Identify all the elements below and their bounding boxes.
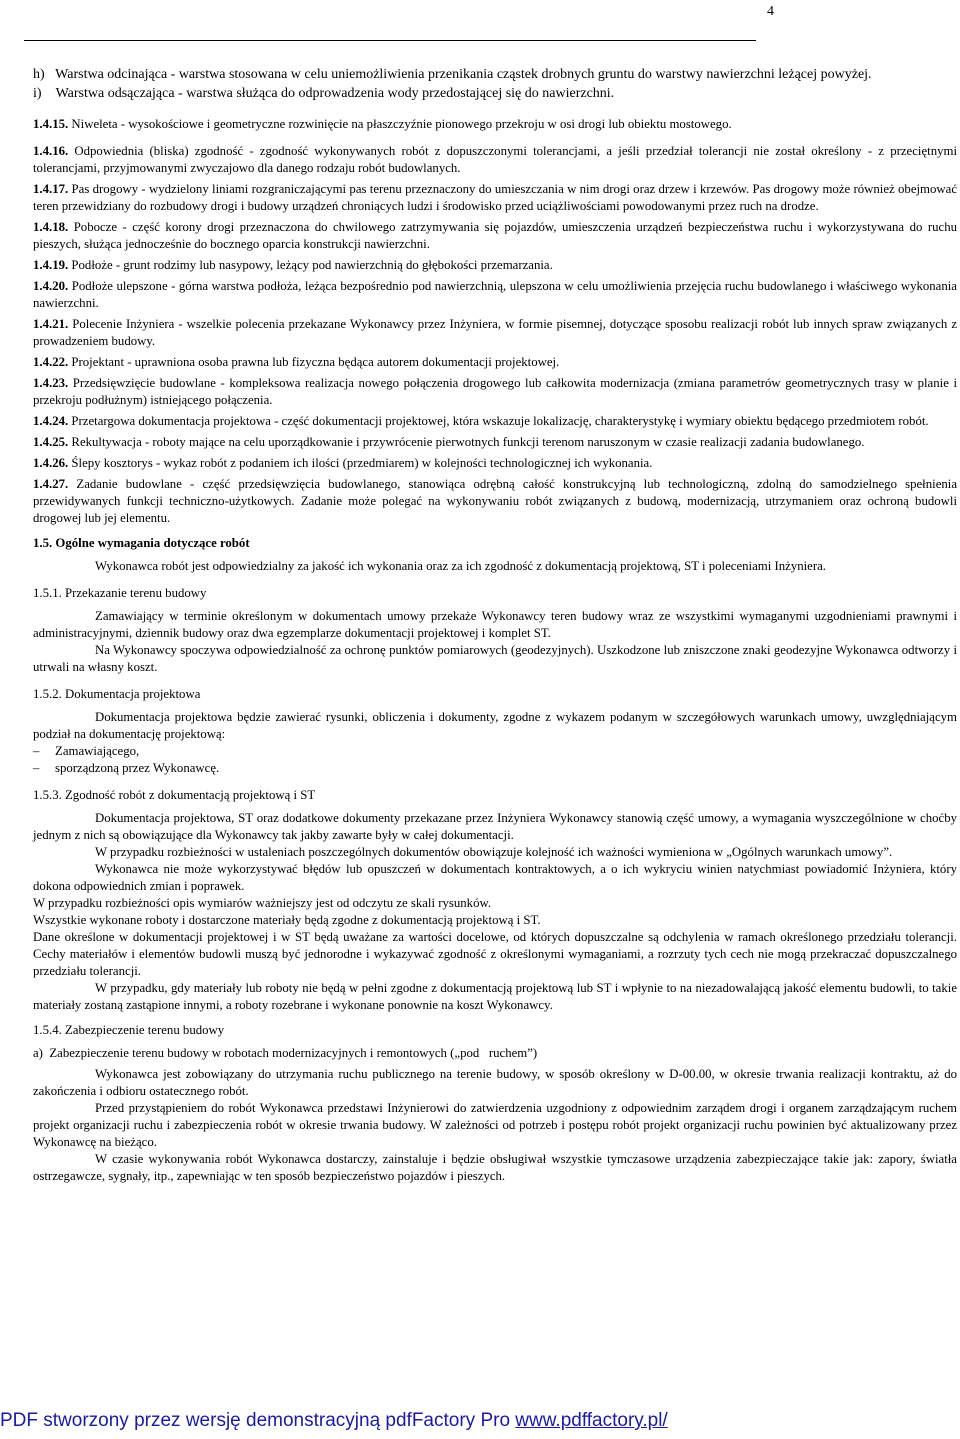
definition-item: 1.4.20. Podłoże ulepszone - górna warstwa podłoża, leżąca bezpośrednio pod nawierzchnią, ulepszona w celu umożliwienia przejęcia ruchu budowlanego i właściwego wykonania nawierzchni. bbox=[33, 279, 957, 310]
paragraph: Na Wykonawcy spoczywa odpowiedzialność za ochronę punktów pomiarowych (geodezyjnych). Uszkodzone lub zniszczone znaki geodezyjne Wykonawca odtworzy i utrwali na własny koszt. bbox=[33, 643, 957, 674]
list-item: h) Warstwa odcinająca - warstwa stosowana w celu uniemożliwienia przenikania cząstek drobnych gruntu do warstwy nawierzchni leżącej powyżej. bbox=[33, 67, 872, 82]
section-heading: 1.5.2. Dokumentacja projektowa bbox=[33, 687, 201, 701]
section-heading: 1.5.3. Zgodność robót z dokumentacją projektową i ST bbox=[33, 788, 316, 802]
definition-item: 1.4.18. Pobocze - część korony drogi przeznaczona do chwilowego zatrzymywania się pojazdów, umieszczenia urządzeń bezpieczeństwa ruchu i wykorzystywana do ruchu pieszych, służąca jednocześnie do bocznego oparcia konstrukcji nawierzchni. bbox=[33, 220, 957, 251]
paragraph: Dokumentacja projektowa, ST oraz dodatkowe dokumenty przekazane przez Inżyniera Wykonawcy stanowią część umowy, a wymagania wyszczególnione w choćby jednym z nich są obowiązujące dla Wykonawcy tak jakby zawarte były w całej dokumentacji. bbox=[33, 811, 957, 842]
header-rule bbox=[24, 40, 756, 41]
paragraph: Wykonawca jest zobowiązany do utrzymania ruchu publicznego na terenie budowy, w sposób określony w D-00.00, w okresie trwania realizacji kontraktu, aż do zakończenia i odbioru ostatecznego robót. bbox=[33, 1067, 957, 1098]
list-item: – sporządzoną przez Wykonawcę. bbox=[33, 760, 957, 777]
definition-item: 1.4.19. Podłoże - grunt rodzimy lub nasypowy, leżący pod nawierzchnią do głębokości przemarzania. bbox=[33, 258, 553, 272]
paragraph: Przed przystąpieniem do robót Wykonawca przedstawi Inżynierowi do zatwierdzenia uzgodniony z odpowiednim zarządem drogi i organem zarządzającym ruchem projekt organizacji ruchu i zabezpieczenia robót w okresie trwania budowy. W zależności od potrzeb i postępu robót projekt organizacji ruchu powinien być aktualizowany przez Wykonawcę na bieżąco. bbox=[33, 1101, 957, 1149]
definition-item: 1.4.24. Przetargowa dokumentacja projektowa - część dokumentacji projektowej, która wskazuje lokalizację, charakterystykę i wymiary obiektu będącego przedmiotem robót. bbox=[33, 414, 929, 428]
definition-item: 1.4.25. Rekultywacja - roboty mające na celu uporządkowanie i przywrócenie pierwotnych funkcji terenom naruszonym w czasie realizacji zadania budowlanego. bbox=[33, 435, 865, 449]
section-heading: 1.5.1. Przekazanie terenu budowy bbox=[33, 586, 207, 600]
footer-text: PDF stworzony przez wersję demonstracyjną pdfFactory Pro bbox=[0, 1410, 516, 1431]
definition-item: 1.4.21. Polecenie Inżyniera - wszelkie polecenia przekazane Wykonawcy przez Inżyniera, w formie pisemnej, dotyczące sposobu realizacji robót lub innych spraw związanych z prowadzeniem budowy. bbox=[33, 317, 957, 348]
paragraph: Wykonawca nie może wykorzystywać błędów lub opuszczeń w dokumentach kontraktowych, a o ich wykryciu winien natychmiast powiadomić Inżyniera, który dokona odpowiednich zmian i poprawek. bbox=[33, 862, 957, 893]
paragraph: W przypadku, gdy materiały lub roboty nie będą w pełni zgodne z dokumentacją projektową lub ST i wpłynie to na niezadowalającą jakość elementu budowli, to takie materiały zostaną zastąpione innymi, a roboty rozebrane i wykonane ponownie na koszt Wykonawcy. bbox=[33, 981, 957, 1012]
paragraph: Wykonawca robót jest odpowiedzialny za jakość ich wykonania oraz za ich zgodność z dokumentacją projektową, ST i poleceniami Inżyniera. bbox=[95, 559, 826, 573]
section-heading: 1.5. Ogólne wymagania dotyczące robót bbox=[33, 536, 250, 550]
definition-item: 1.4.23. Przedsięwzięcie budowlane - kompleksowa realizacja nowego połączenia drogowego lub całkowita modernizacja (zmiana parametrów geometrycznych trasy w planie i przekroju podłużnym) istniejącego połączenia. bbox=[33, 376, 957, 407]
paragraph: Dane określone w dokumentacji projektowej i w ST będą uważane za wartości docelowe, od których dopuszczalne są odchylenia w ramach określonego przedziału tolerancji. Cechy materiałów i elementów budowli muszą być jednorodne i wykazywać zgodność z określonymi wymaganiami, a rozrzuty tych cech nie mogą przekraczać dopuszczalnego przedziału tolerancji. bbox=[33, 930, 957, 978]
paragraph: W czasie wykonywania robót Wykonawca dostarczy, zainstaluje i będzie obsługiwał wszystkie tymczasowe urządzenia zabezpieczające takie jak: zapory, światła ostrzegawcze, sygnały, itp., zapewniając w ten sposób bezpieczeństwo pojazdów i pieszych. bbox=[33, 1152, 957, 1183]
definition-item: 1.4.26. Ślepy kosztorys - wykaz robót z podaniem ich ilości (przedmiarem) w kolejności technologicznej ich wykonania. bbox=[33, 456, 653, 470]
paragraph: W przypadku rozbieżności opis wymiarów ważniejszy jest od odczytu ze skali rysunków. bbox=[33, 896, 492, 910]
pdf-footer bbox=[0, 1412, 960, 1429]
document-body bbox=[33, 66, 957, 1185]
definition-item: 1.4.22. Projektant - uprawniona osoba prawna lub fizyczna będąca autorem dokumentacji projektowej. bbox=[33, 355, 560, 369]
paragraph: Zamawiający w terminie określonym w dokumentach umowy przekaże Wykonawcy teren budowy wraz ze wszystkimi wymaganymi uzgodnieniami prawnymi i administracyjnymi, dziennik budowy oraz dwa egzemplarze dokumentacji projektowej i komplet ST. bbox=[33, 609, 957, 640]
footer-link[interactable]: www.pdffactory.pl/ bbox=[515, 1410, 668, 1431]
paragraph: W przypadku rozbieżności w ustaleniach poszczególnych dokumentów obowiązuje kolejność ich ważności wymieniona w „Ogólnych warunkach umowy”. bbox=[95, 845, 893, 859]
list-item: – Zamawiającego, bbox=[33, 743, 957, 760]
definition-item: 1.4.27. Zadanie budowlane - część przedsięwzięcia budowlanego, stanowiąca odrębną całość konstrukcyjną lub technologiczną, zdolną do samodzielnego spełnienia przewidywanych funkcji techniczno-użytkowych. Zadanie może polegać na wykonywaniu robót związanych z budową, modernizacją, utrzymaniem oraz ochroną budowli drogowej lub jej elementu. bbox=[33, 477, 958, 525]
definition-item: 1.4.16. Odpowiednia (bliska) zgodność - zgodność wykonywanych robót z dopuszczonymi tolerancjami, a jeśli przedział tolerancji nie został określony - z przeciętnymi tolerancjami, przyjmowanymi zwyczajowo dla danego rodzaju robót budowlanych. bbox=[33, 144, 957, 175]
section-heading: 1.5.4. Zabezpieczenie terenu budowy bbox=[33, 1023, 225, 1037]
paragraph: Wszystkie wykonane roboty i dostarczone materiały będą zgodne z dokumentacją projektową i ST. bbox=[33, 913, 541, 927]
definition-item: 1.4.17. Pas drogowy - wydzielony liniami rozgraniczającymi pas terenu przeznaczony do umieszczania w nim drogi oraz drzew i krzewów. Pas drogowy może również obejmować teren przewidziany do rozbudowy drogi i budowy urządzeń chroniących ludzi i środowisko przed uciążliwościami powodowanymi przez ruch na drodze. bbox=[33, 182, 958, 213]
subsection-heading: a) Zabezpieczenie terenu budowy w robotach modernizacyjnych i remontowych („pod ruchem”) bbox=[33, 1046, 538, 1060]
page-number: 4 bbox=[767, 4, 774, 19]
list-item: i) Warstwa odsączająca - warstwa służąca do odprowadzenia wody przedostającej się do nawierzchni. bbox=[33, 86, 615, 101]
definition-item: 1.4.15. Niweleta - wysokościowe i geometryczne rozwinięcie na płaszczyźnie pionowego przekroju w osi drogi lub obiektu mostowego. bbox=[33, 117, 732, 131]
paragraph: Dokumentacja projektowa będzie zawierać rysunki, obliczenia i dokumenty, zgodne z wykazem podanym w szczegółowych warunkach umowy, uwzględniającym podział na dokumentację projektową: bbox=[33, 710, 957, 741]
